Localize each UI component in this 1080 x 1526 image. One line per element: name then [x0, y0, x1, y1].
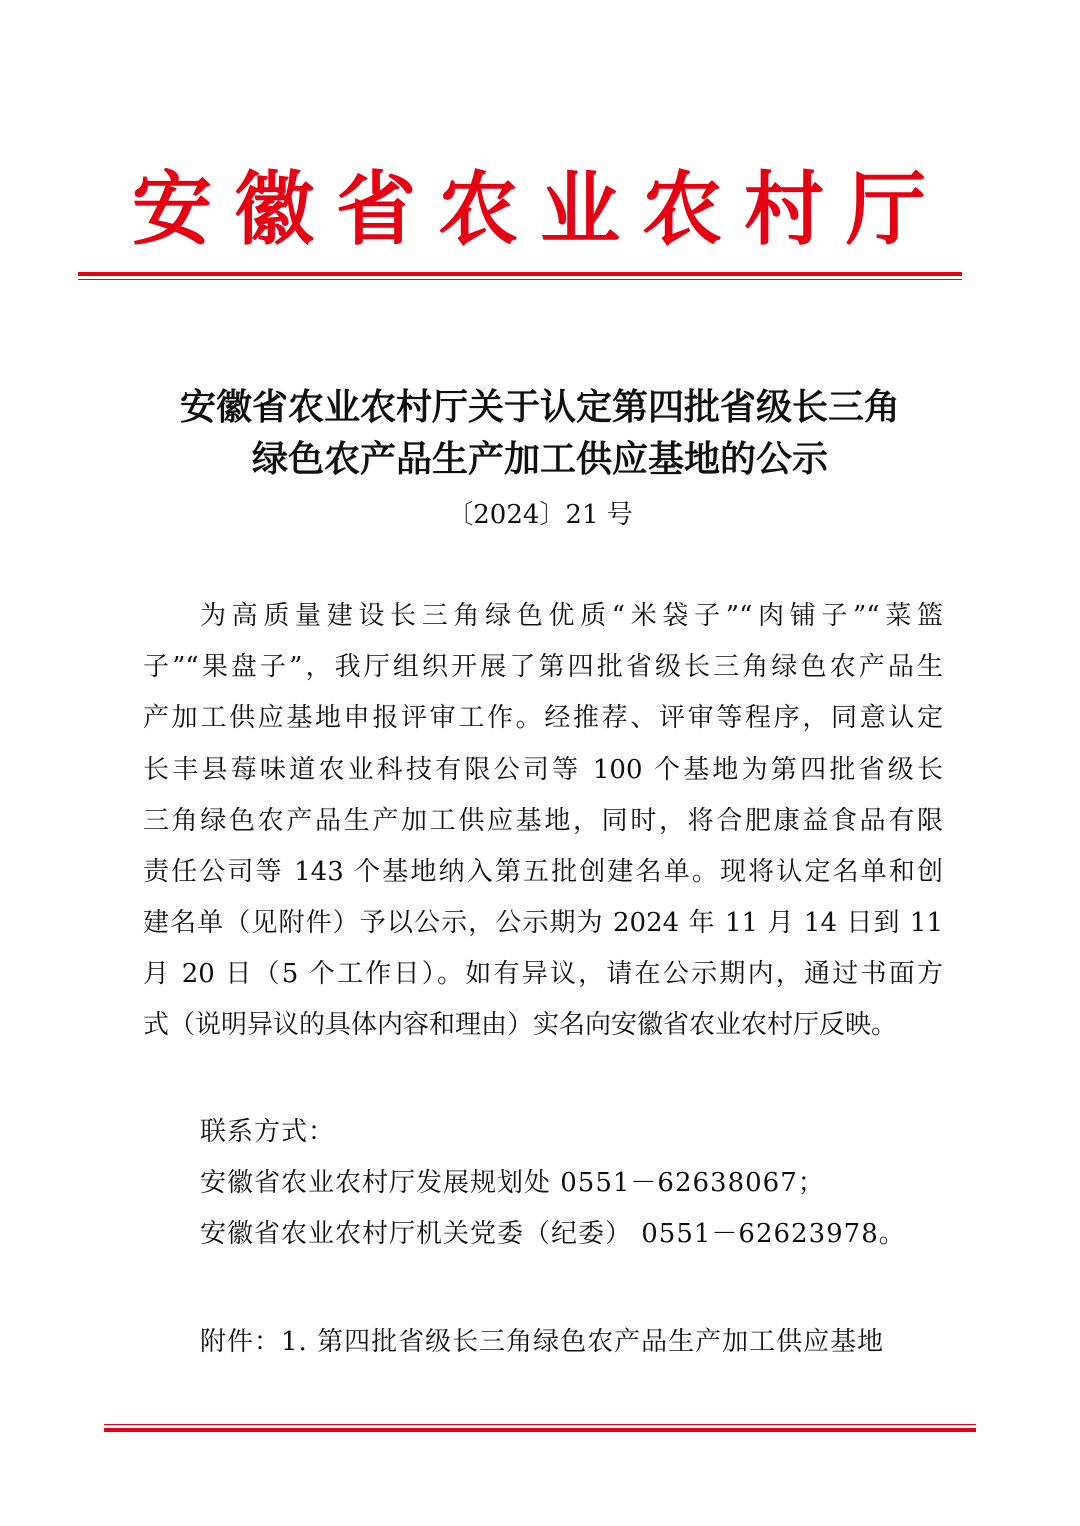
body-line-2: 子”“果盘子”，我厅组织开展了第四批省级长三角绿色农产品生 — [143, 652, 943, 682]
document-title-line-2: 绿色农产品生产加工供应基地的公示 — [251, 439, 828, 480]
footer-red-rule — [104, 1428, 976, 1432]
body-line-9: 式（说明异议的具体内容和理由）实名向安徽省农业农村厅反映。 — [143, 1010, 898, 1040]
attachment-line: 附件：1. 第四批省级长三角绿色农产品生产加工供应基地 — [200, 1327, 885, 1357]
document-number: 〔2024〕21 号 — [447, 500, 633, 530]
body-line-8: 月 20 日（5 个工作日）。如有异议，请在公示期内，通过书面方 — [143, 959, 943, 989]
body-line-6: 责任公司等 143 个基地纳入第五批创建名单。现将认定名单和创 — [143, 857, 943, 887]
footer-red-rule-thin — [104, 1424, 976, 1425]
contact-line-1: 安徽省农业农村厅发展规划处 0551－62638067； — [200, 1168, 825, 1198]
body-line-7: 建名单（见附件）予以公示，公示期为 2024 年 11 月 14 日到 11 — [143, 908, 943, 938]
body-line-3: 产加工供应基地申报评审工作。经推荐、评审等程序，同意认定 — [143, 703, 943, 733]
body-line-1: 为高质量建设长三角绿色优质“米袋子”“肉铺子”“菜篮 — [200, 601, 943, 631]
header-red-rule — [78, 272, 962, 276]
contact-label: 联系方式： — [200, 1117, 336, 1147]
body-line-4: 长丰县莓味道农业科技有限公司等 100 个基地为第四批省级长 — [143, 755, 943, 785]
contact-line-2: 安徽省农业农村厅机关党委（纪委） 0551－62623978。 — [200, 1219, 906, 1249]
body-line-5: 三角绿色农产品生产加工供应基地，同时，将合肥康益食品有限 — [143, 806, 943, 836]
header-red-rule-thin — [78, 279, 962, 280]
document-title-line-1: 安徽省农业农村厅关于认定第四批省级长三角 — [179, 387, 900, 428]
org-header: 安徽省农业农村厅 — [132, 163, 948, 256]
